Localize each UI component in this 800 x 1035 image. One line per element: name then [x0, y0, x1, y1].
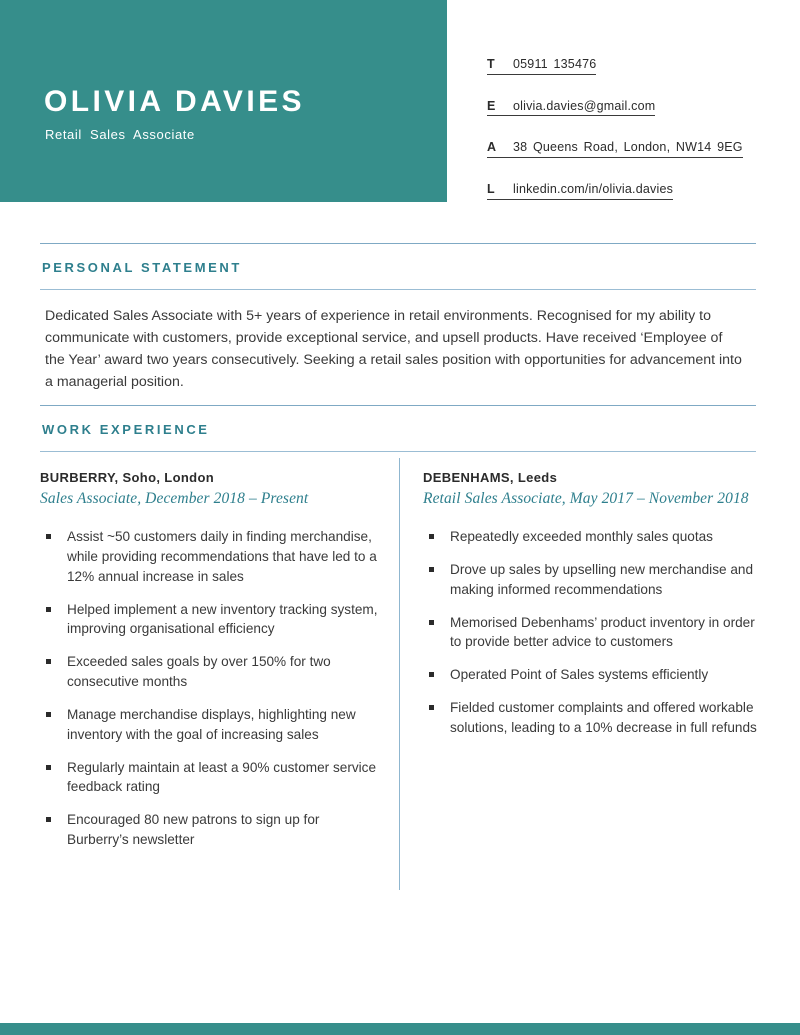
list-item: Manage merchandise displays, highlighting new inventory with the goal of increasing sales — [40, 705, 384, 745]
personal-statement-section-header — [40, 243, 756, 290]
job-role-dates: Retail Sales Associate, May 2017 – November 2018 — [423, 490, 749, 507]
list-item: Operated Point of Sales systems efficiently — [423, 665, 760, 685]
work-experience-content — [40, 470, 760, 863]
footer-banner — [0, 1023, 800, 1035]
work-experience-heading: WORK EXPERIENCE — [42, 422, 210, 437]
experience-entry — [398, 470, 760, 751]
list-item: Fielded customer complaints and offered workable solutions, leading to a 10% decrease in full refunds — [423, 698, 760, 738]
contact-label-phone: T — [487, 57, 495, 71]
contact-line — [487, 140, 743, 158]
section-rule-bottom — [40, 451, 756, 452]
job-role-dates: Sales Associate, December 2018 – Present — [40, 490, 309, 507]
contact-label-email: E — [487, 98, 496, 113]
contact-label-linkedin: L — [487, 181, 495, 196]
contact-value-email[interactable]: olivia.davies@gmail.com — [513, 98, 656, 113]
contact-value-phone: 05911 135476 — [513, 57, 597, 71]
section-rule-bottom — [40, 289, 756, 290]
contact-value-address: 38 Queens Road, London, NW14 9EG — [513, 140, 743, 155]
contact-line[interactable] — [487, 99, 655, 117]
list-item: Assist ~50 customers daily in finding merchandise, while providing recommendations that have led to a 12% annual increase in sales — [40, 527, 384, 587]
list-item: Repeatedly exceeded monthly sales quotas — [423, 527, 760, 547]
employer-name: DEBENHAMS, Leeds — [423, 470, 558, 485]
list-item: Encouraged 80 new patrons to sign up for Burberry’s newsletter — [40, 810, 384, 850]
contact-row-email — [487, 97, 767, 139]
list-item: Drove up sales by upselling new merchandise and making informed recommendations — [423, 560, 760, 600]
contact-label-address: A — [487, 140, 497, 155]
personal-statement-heading: PERSONAL STATEMENT — [42, 260, 242, 275]
contact-row-phone — [487, 55, 767, 97]
contact-line — [487, 57, 596, 75]
responsibility-list — [40, 527, 384, 850]
experience-entry — [40, 470, 398, 863]
candidate-name: OLIVIA DAVIES — [44, 85, 305, 118]
employer-name: BURBERRY, Soho, London — [40, 470, 215, 485]
contact-details — [487, 55, 767, 222]
list-item: Regularly maintain at least a 90% customer service feedback rating — [40, 758, 384, 798]
contact-line[interactable] — [487, 182, 673, 200]
personal-statement-body: Dedicated Sales Associate with 5+ years of experience in retail environments. Recognised for my ability to communicate with customers, provide exceptional service, and upsell products. Have received ‘Employee of the Year’ award two years consecutively. Seeking a retail sales position with opportunities for advancement into a managerial position. — [45, 308, 742, 390]
contact-row-linkedin — [487, 180, 767, 222]
responsibility-list — [423, 527, 760, 738]
list-item: Exceeded sales goals by over 150% for two consecutive months — [40, 652, 384, 692]
contact-row-address — [487, 138, 767, 180]
list-item: Helped implement a new inventory tracking system, improving organisational efficiency — [40, 600, 384, 640]
list-item: Memorised Debenhams’ product inventory in order to provide better advice to customers — [423, 613, 760, 653]
work-experience-section-header — [40, 405, 756, 452]
contact-value-linkedin[interactable]: linkedin.com/in/olivia.davies — [513, 181, 674, 196]
candidate-job-title: Retail Sales Associate — [45, 127, 195, 142]
